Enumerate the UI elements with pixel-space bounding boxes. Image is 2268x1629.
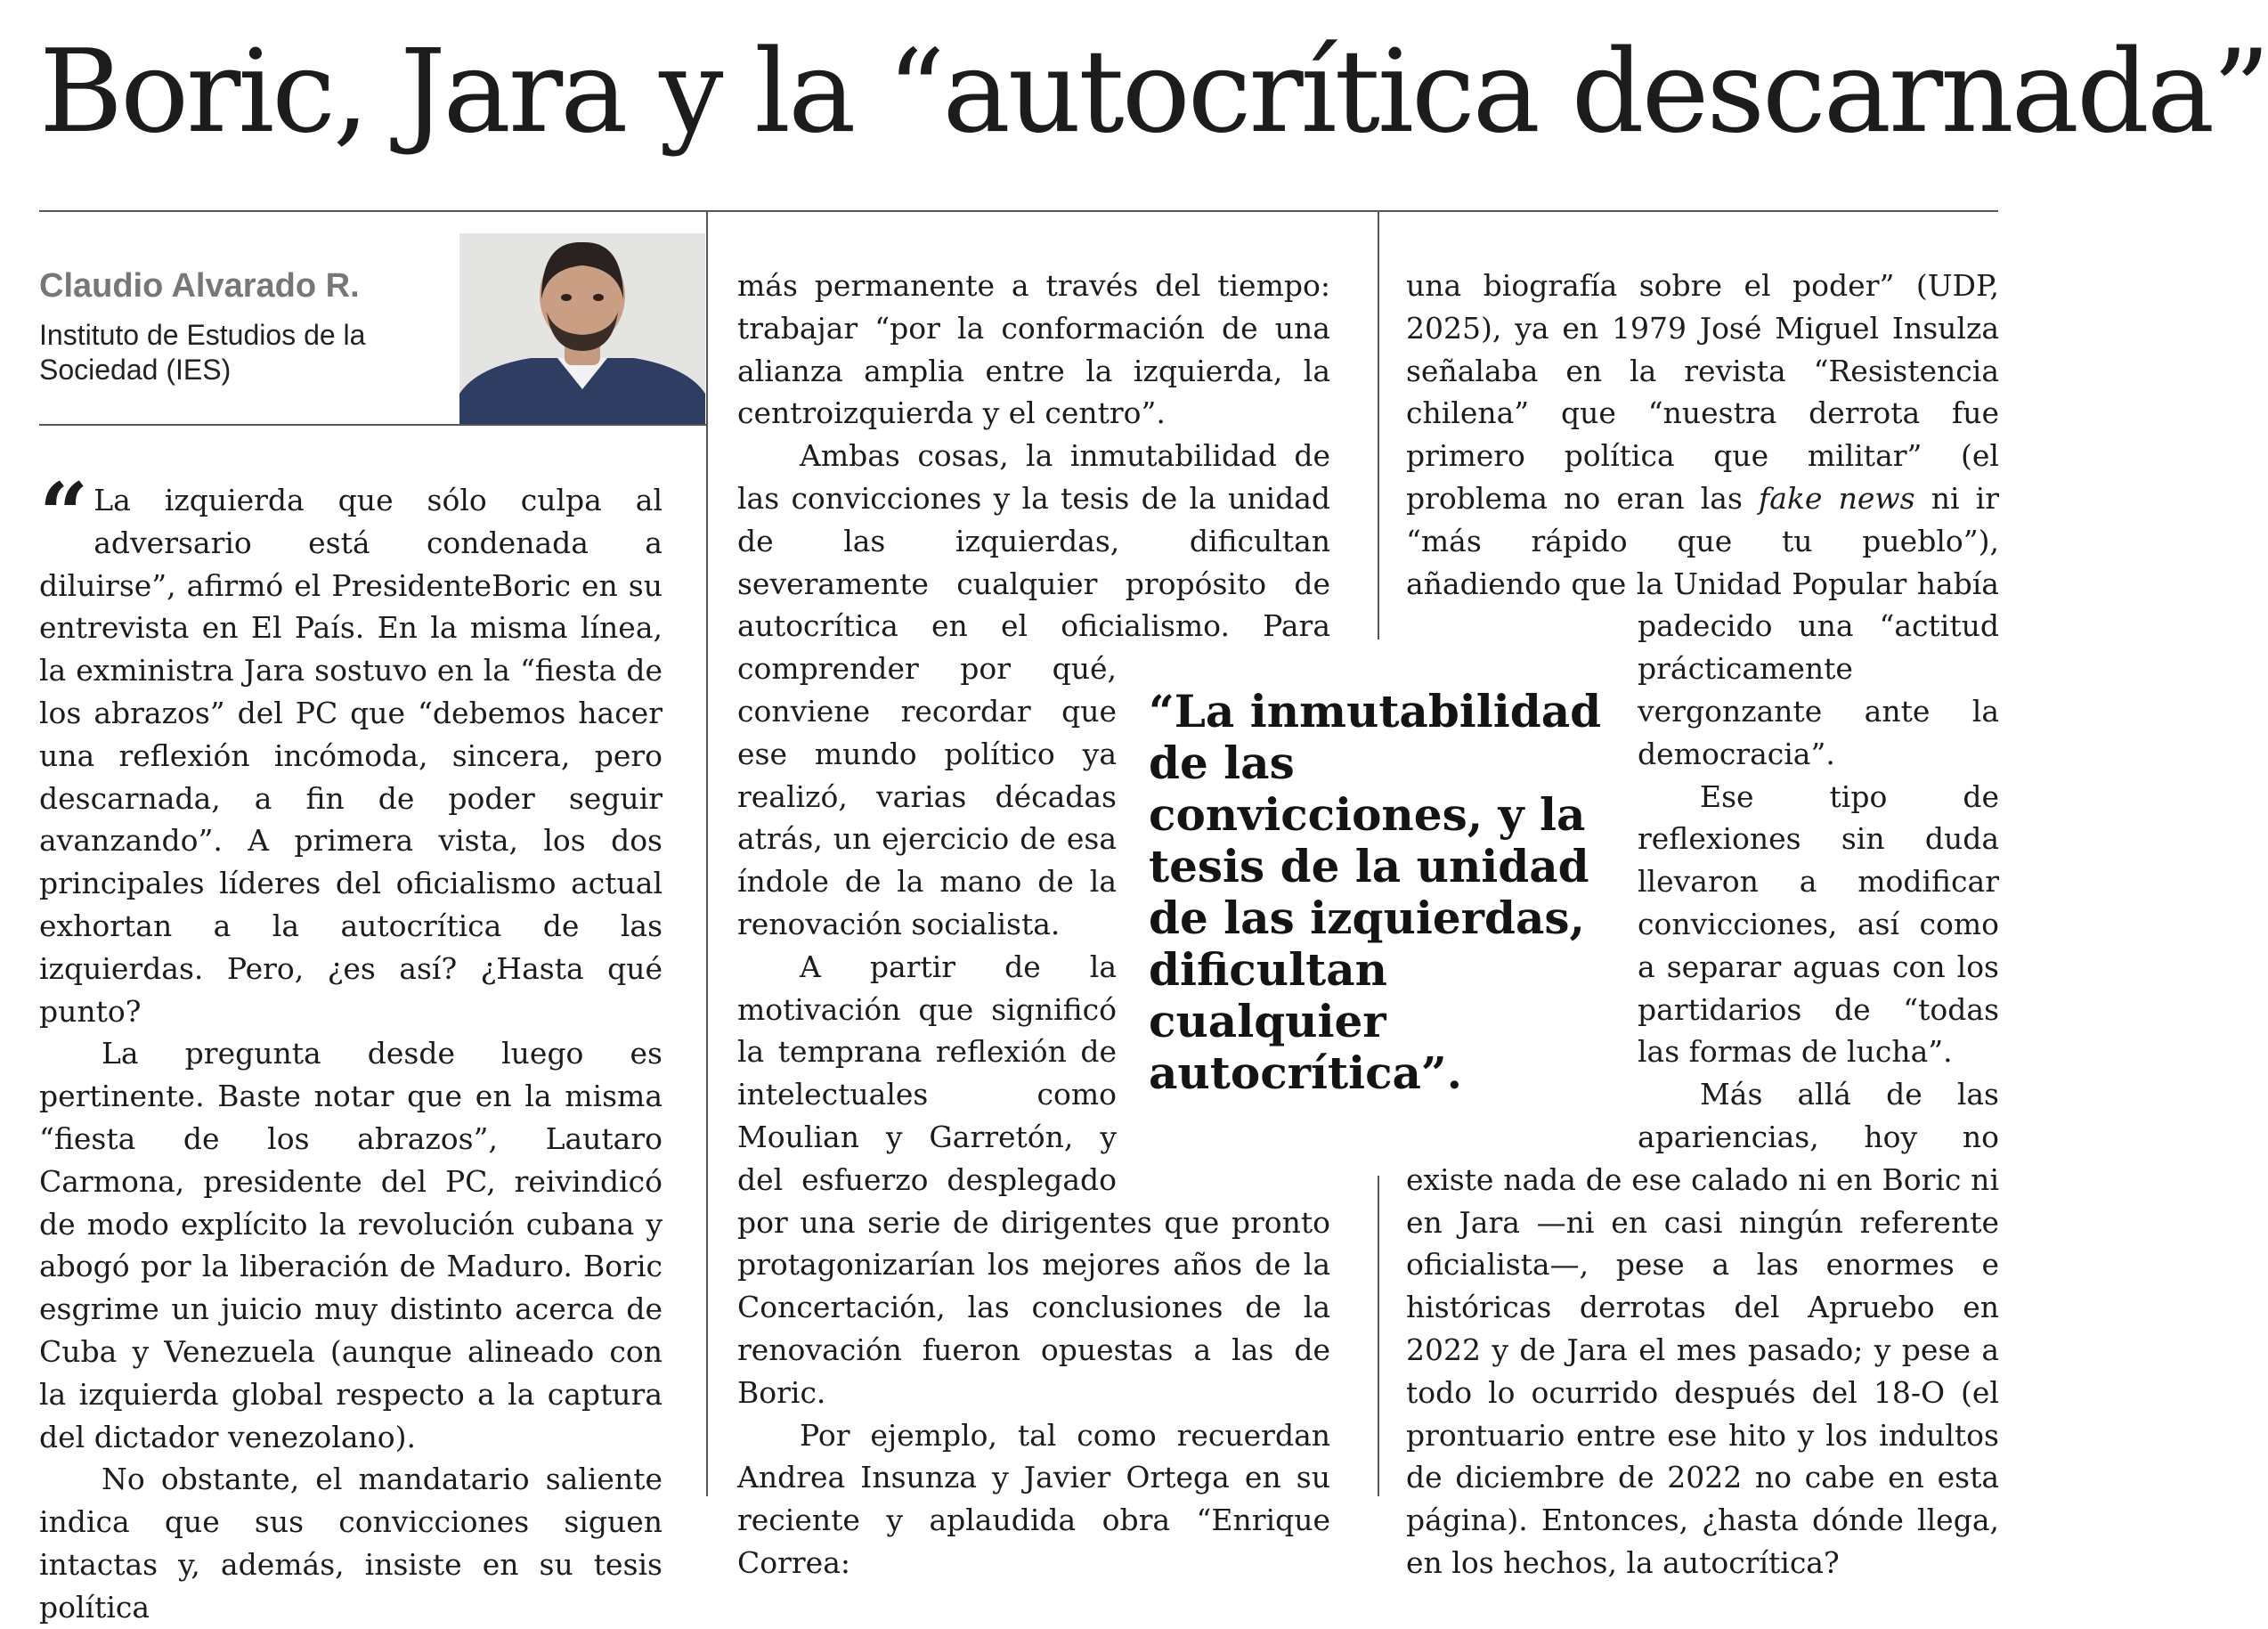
column-divider-3 <box>1378 1176 1379 1496</box>
paragraph-2: La pregunta desde luego es pertinente. Baste notar que en la misma “fiesta de los abrazos”, Lautaro Carmona, presidente del PC, reivindicó de modo explícito la revolución cubana y abogó por la liberación de Maduro. Boric esgrime un juicio muy distinto acerca de Cuba y Venezuela (aunque alineado con la izquierda global respecto a la captura del dictador venezolano). <box>39 1036 663 1454</box>
paragraph-10: Más allá de las apariencias, hoy no existe nada de ese calado ni en Boric ni en Jara —ni en casi ningún referente oficialista—, pese a las enormes e históricas derrotas del Apruebo en 2022 y de Jara el mes pasado; y pese a todo lo ocurrido después del 18-O (el prontuario entre ese hito y los indultos de diciembre de 2022 no cabe en esta página). Entonces, ¿hasta dónde llega, en los hechos, la autocrítica? <box>1406 1077 1999 1580</box>
top-rule <box>39 210 1998 212</box>
paragraph-9: Ese tipo de reflexiones sin duda llevaron a modificar convicciones, así como a separar aguas con los partidarios de “todas las formas de lucha”. <box>1638 778 1999 1070</box>
byline-rule <box>39 424 706 426</box>
pull-quote: “La inmutabilidad de las convicciones, y la tesis de la unidad de las izquierdas, dificultan cualquier autocrítica”. <box>1149 685 1602 1099</box>
opening-quote-mark: “ <box>39 464 89 565</box>
headline: Boric, Jara y la “autocrítica descarnada” <box>39 26 2268 159</box>
paragraph-5: Ambas cosas, la inmutabilidad de las convicciones y la tesis de la unidad de las izquierdas, dificultan severamente cualquier propósito de autocrítica en el oficialismo. Para comprender por qué, conviene recordar que ese mundo político ya realizó, varias décadas atrás, un ejercicio de esa índole de la mano de la renovación socialista. <box>737 438 1330 941</box>
paragraph-8: una biografía sobre el poder” (UDP, 2025), ya en 1979 José Miguel Insulza señalaba en la revista “Resistencia chilena” que “nuestra derrota fue primero política que militar” (el problema no eran las fake news ni ir “más rápido que tu pueblo”), añadiendo que la Unidad Popular había padecido una “actitud prácticamente vergonzante ante la democracia”. <box>1406 268 2000 771</box>
paragraph-4: más permanente a través del tiempo: trabajar “por la conformación de una alianza amplia entre la izquierda, la centroizquierda y el centro”. <box>737 268 1330 431</box>
paragraph-3: No obstante, el mandatario saliente indica que sus convicciones siguen intactas y, además, insiste en su tesis política <box>39 1462 663 1625</box>
article-column-1 <box>39 464 663 1629</box>
author-photo <box>459 233 705 424</box>
paragraph-1: “ La izquierda que sólo culpa al adversario está condenada a diluirse”, afirmó el PresidenteBoric en su entrevista en El País. En la misma línea, la exministra Jara sostuvo en la “fiesta de los abrazos” del PC que “debemos hacer una reflexión incómoda, sincera, pero descarnada, a fin de poder seguir avanzando”. A primera vista, los dos principales líderes del oficialismo actual exhortan a la autocrítica de las izquierdas. Pero, ¿es así? ¿Hasta qué punto? <box>39 464 663 1029</box>
column-divider-1 <box>706 212 708 1496</box>
author-affiliation: Instituto de Estudios de la Sociedad (IES) <box>39 319 366 386</box>
paragraph-6: A partir de la motivación que significó la temprana reflexión de intelectuales como Moulian y Garretón, y del esfuerzo desplegado por una serie de dirigentes que pronto protagonizarían los mejores años de la Concertación, las conclusiones de la renovación fueron opuestas a las de Boric. <box>737 949 1330 1410</box>
column-divider-2 <box>1378 212 1379 639</box>
author-name: Claudio Alvarado R. <box>39 267 360 305</box>
author-portrait-icon <box>459 233 705 424</box>
paragraph-7: Por ejemplo, tal como recuerdan Andrea Insunza y Javier Ortega en su reciente y aplaudida obra “Enrique Correa: <box>737 1417 1330 1580</box>
